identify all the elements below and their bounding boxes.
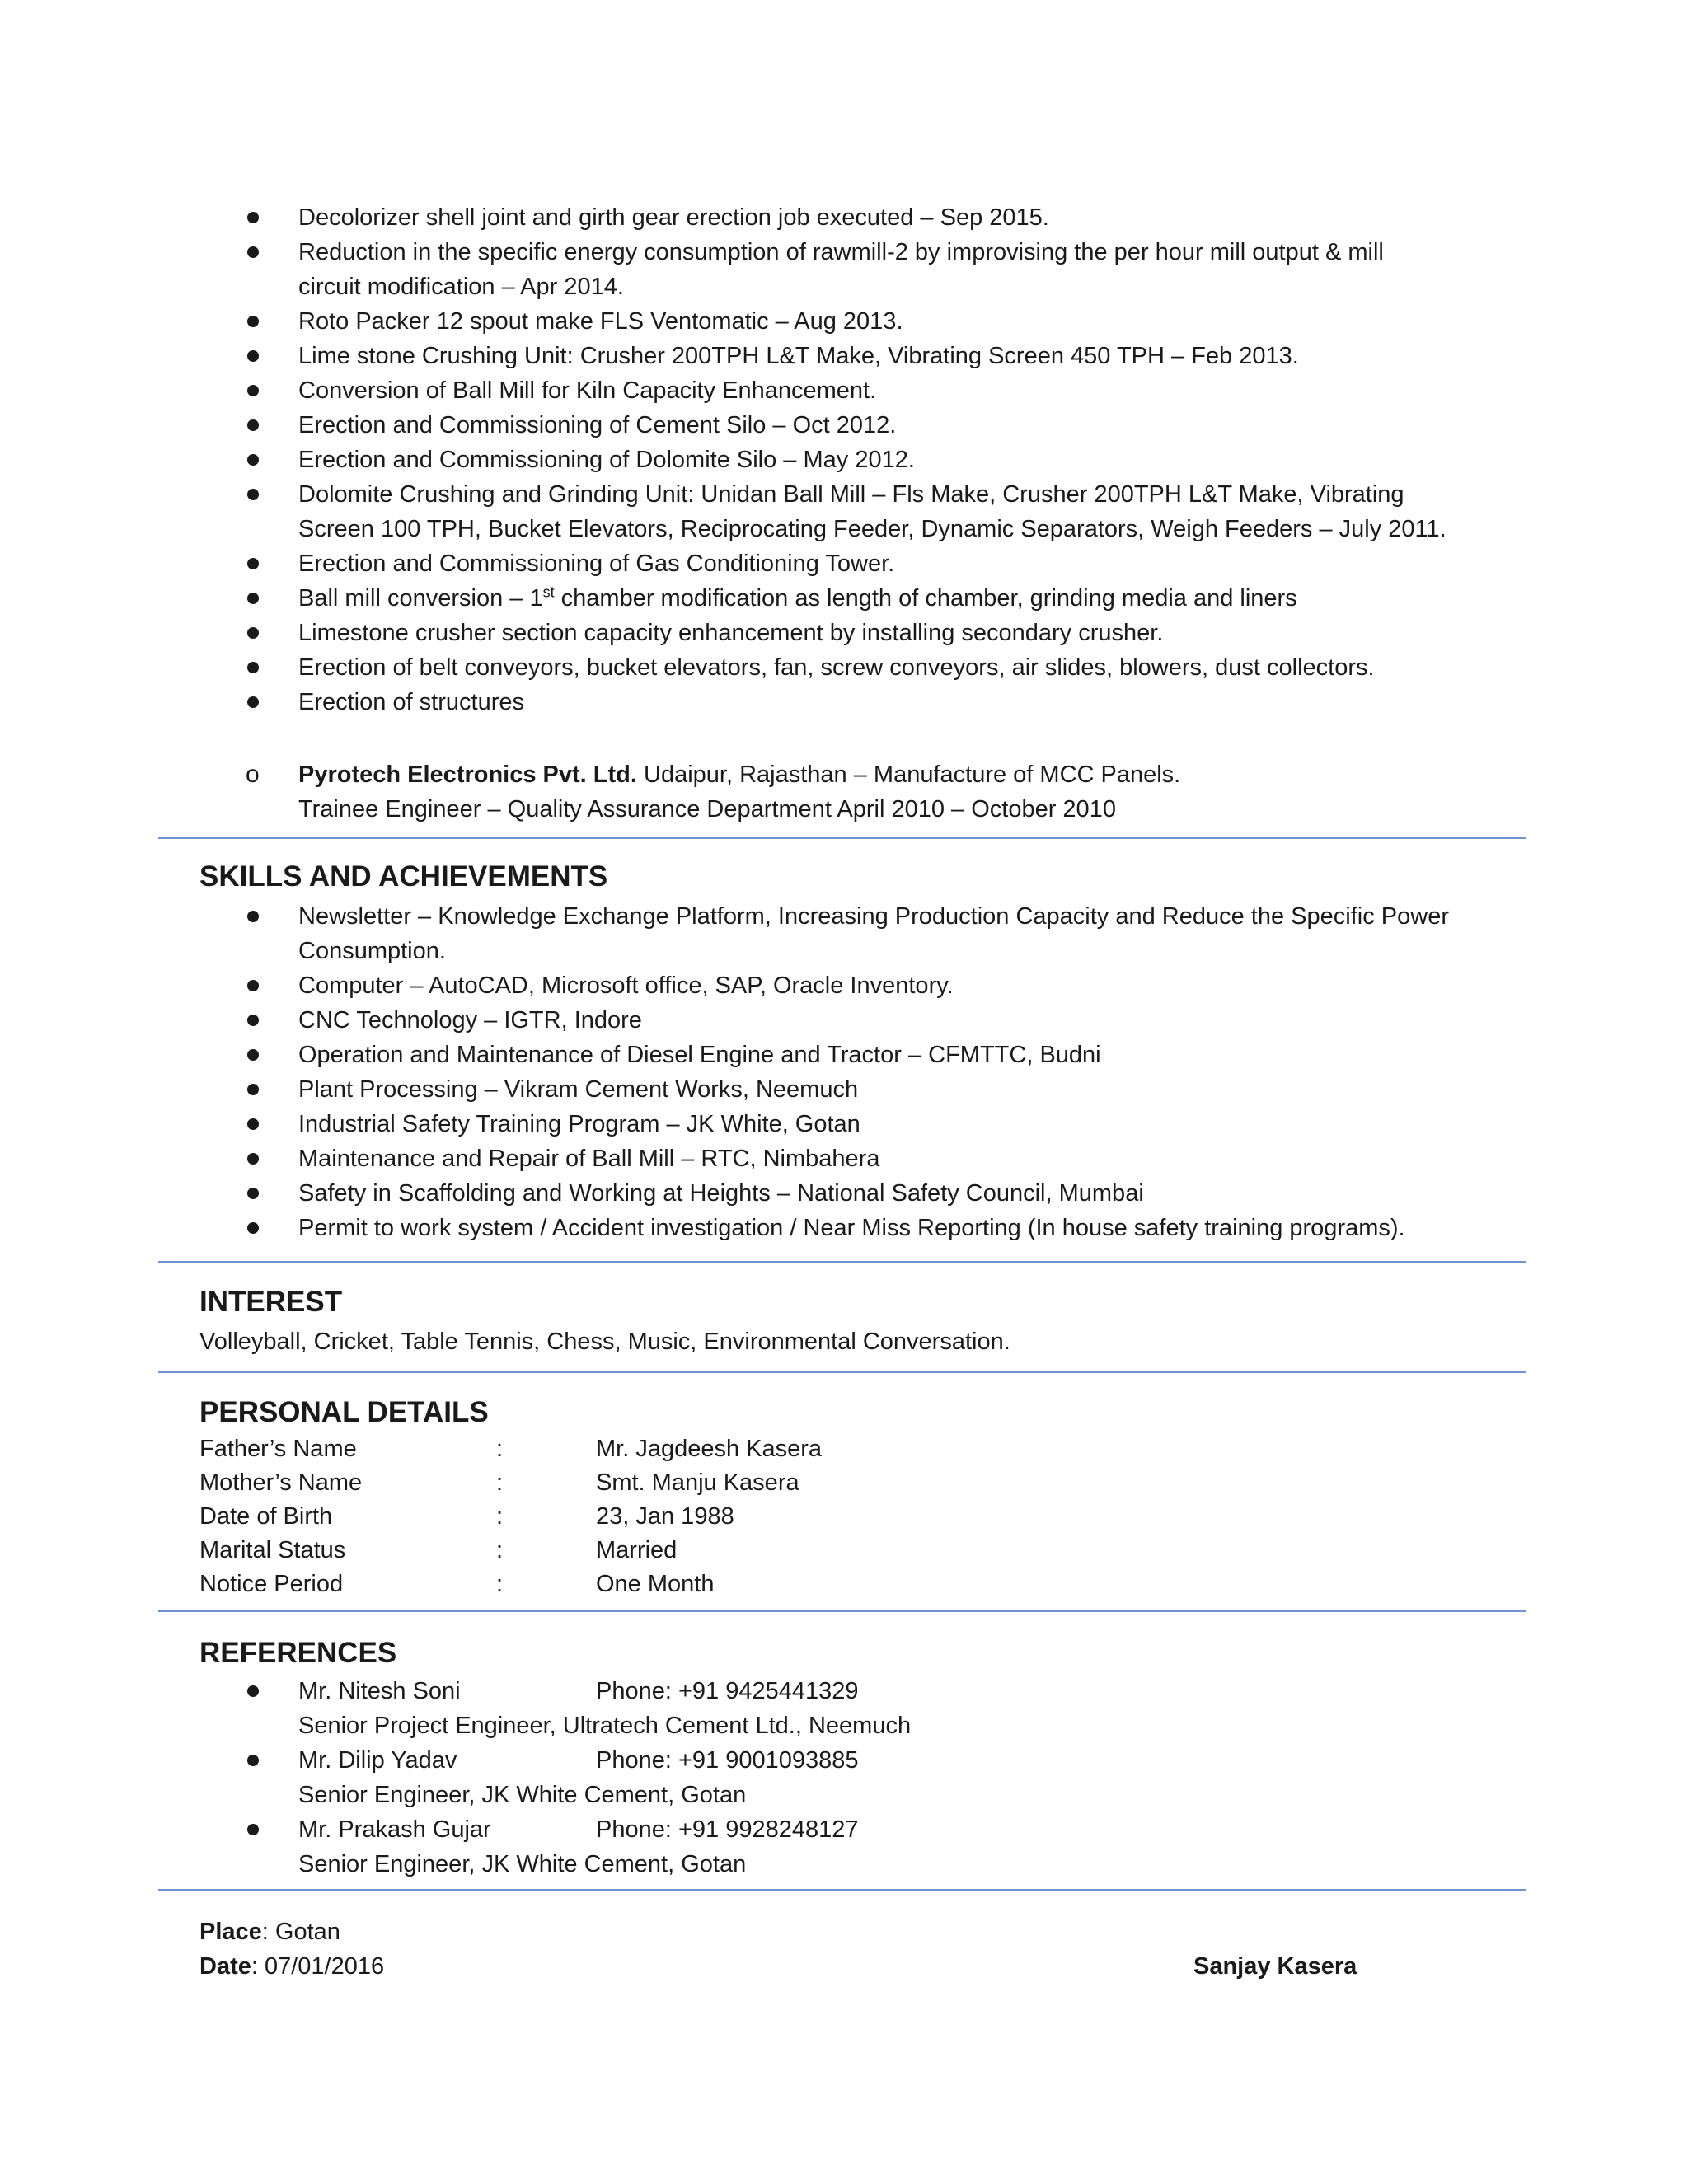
resume-page: Decolorizer shell joint and girth gear erection job executed – Sep 2015. Reduction in the specific energy consumption of rawmill-2 by improvising the per hour mill output & mill circuit modification – Apr 2014. Roto Packer 12 spout make FLS Ventomatic – Aug 2013. Lime stone Crushing Unit: Crusher 200TPH L&T Make, Vibrating Screen 450 TPH – Feb 2013. Conversion of Ball Mill for Kiln Capacity Enhancement. Erection and Commissioning of Cement Silo – Oct 2012. Erection and Commissioning of Dolomite Silo – May 2012. Dolomite Crushing and Grinding Unit: Unidan Ball Mill – Fls Make, Crusher 200TPH L&T Make, Vibrating Screen 100 TPH, Bucket Elevators, Reciprocating Feeder, Dynamic Separators, Weigh Feeders – July 2011. Erection and Commissioning of Gas Conditioning Tower. Ball mill conversion – 1st chamber modification as length of chamber, grinding media and liners Limestone crusher section capacity enhancement by installing secondary crusher. Erection of belt conveyors, bucket elevators, fan, screw conveyors, air slides, blowers, dust collectors. Erection of structures o Pyrotech Electronics Pvt. Ltd. Udaipur, Rajasthan – Manufacture of MCC Panels. Trainee Engineer – Quality Assurance Department April 2010 – October 2010 SKILLS AND ACHIEVEMENTS Newsletter – Knowledge Exchange Platform, Increasing Production Capacity and Reduce the Specific Power Consumption. Computer – AutoCAD, Microsoft office, SAP, Oracle Inventory. CNC Technology – IGTR, Indore Operation and Maintenance of Diesel Engine and Tractor – CFMTTC, Budni Plant Processing – Vikram Cement Works, Neemuch Industrial Safety Training Program – JK White, Gotan Maintenance and Repair of Ball Mill – RTC, Nimbahera Safety in Scaffolding and Working at Heights – National Safety Council, Mumbai Permit to work system / Accident investigation / Near Miss Reporting (In house safety training programs). INTEREST Volleyball, Cricket, Table Tennis, Chess, Music, Environmental Conversation. PERSONAL DETAILS Father’s Name : Mr. Jagdeesh Kasera Mother’s Name : Smt. Manju Kasera Date of Birth : 23, Jan 1988 Marital Status : Married Notice Period : One Month REFERENCES Mr. Nitesh Soni Phone: +91 9425441329 Senior Project Engineer, Ultratech Cement Ltd., Neemuch Mr. Dilip Yadav Phone: +91 9001093885 Senior Engineer, JK White Cement, Gotan Mr. Prakash Gujar Phone: +91 9928248127 Senior Engineer, JK White Cement, Gotan Place: Gotan Date: 07/01/2016 Sanjay Kasera (0, 0, 1688, 2184)
section-divider (158, 837, 1526, 839)
section-divider (158, 1261, 1526, 1263)
section-divider (158, 1610, 1526, 1612)
section-divider (158, 1371, 1526, 1373)
section-heading-skills: SKILLS AND ACHIEVEMENTS (199, 860, 608, 893)
section-heading-personal: PERSONAL DETAILS (199, 1396, 489, 1428)
section-divider (158, 1889, 1526, 1891)
section-heading-references: REFERENCES (199, 1637, 397, 1669)
signature-name: Sanjay Kasera (1193, 1953, 1357, 1980)
section-heading-interest: INTEREST (199, 1286, 343, 1318)
